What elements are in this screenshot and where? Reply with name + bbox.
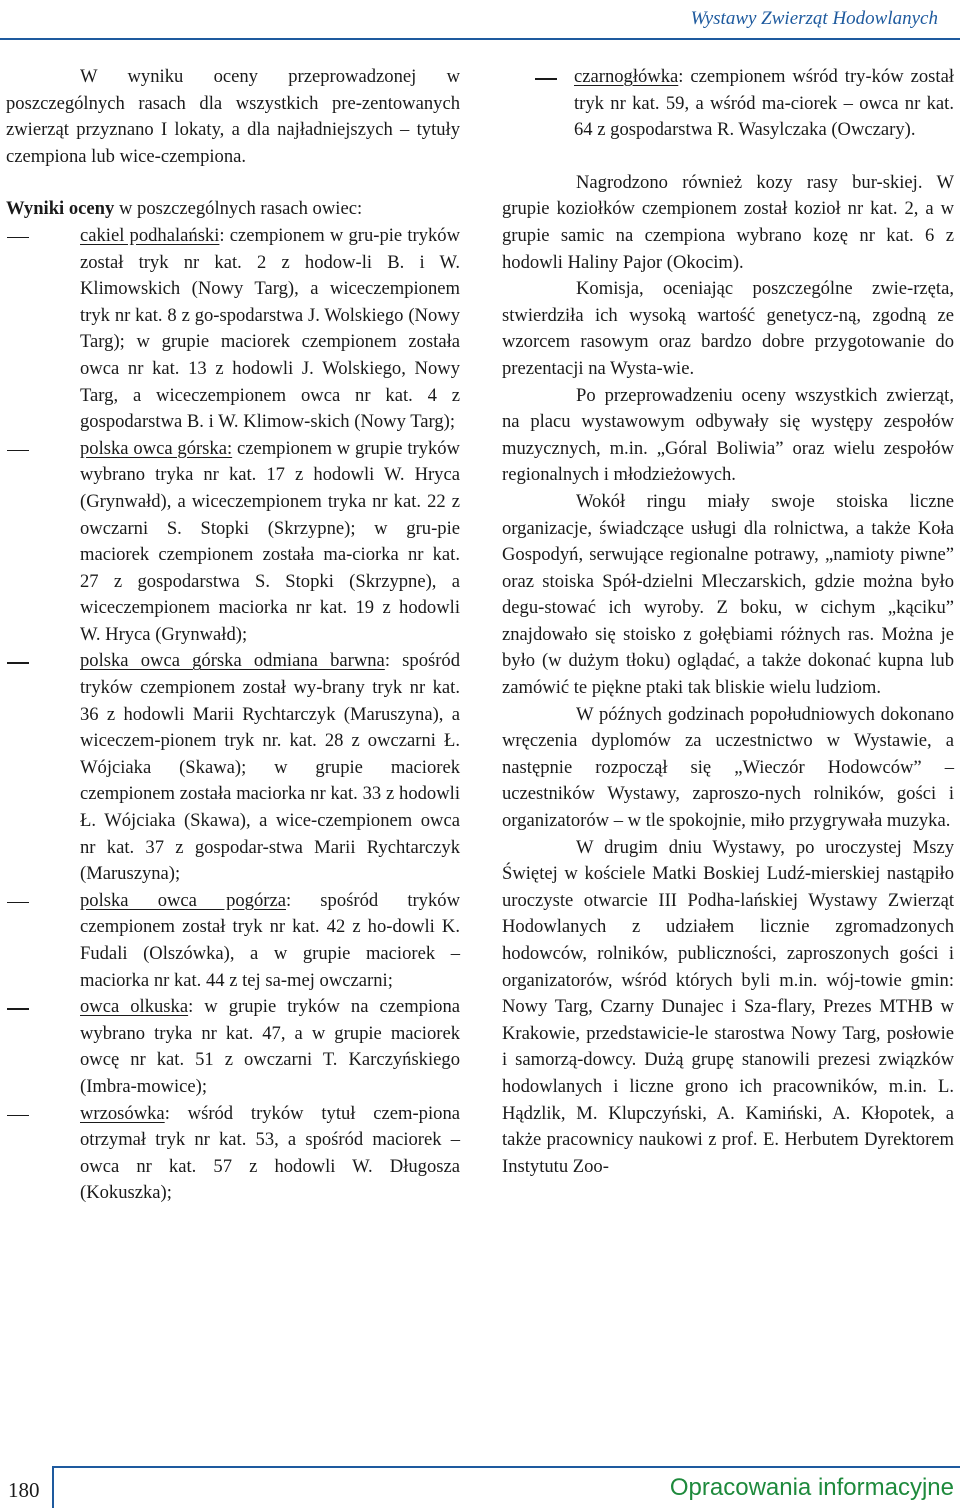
breed-text: czempionem w grupie tryków wybrano tryka nr kat. 17 z hodowli W. Hryca (Grynwałd), a wiceczempionem tryka nr kat. 22 z owczarni S. Stopki (Skrzypne); w gru-pie maciorek czempionem została ma-ciorka nr kat. 27 z gospodarstwa S. Stopki (Skrzypne), a wiceczempionem maciorka nr kat. 19 z hodowli W. Hryca (Grynwałd); [80, 437, 460, 645]
breed-name: polska owca górska odmiana barwna [80, 650, 385, 672]
breed-name: wrzosówka [80, 1102, 165, 1124]
right-column [502, 64, 954, 1180]
paragraph-second-day: W drugim dniu Wystawy, po uroczystej Mszy Świętej w kościele Matki Boskiej Ludź-mierskiej nastąpiło uroczyste otwarcie III Podha-lańskiej Wystawy Zwierząt Hodowlanych z udziałem licznie zgromadzonych hodowców, rolników, publiczności, zaproszonych gości i organizatorów, wśród których byli m.in. wój-towie gmin: Nowy Targ, Czarny Dunajec i Sza-flary, Prezes MTHB w Krakowie, przedstawicie-le starostwa Nowy Targ, posłowie i samorzą-dowcy. Dużą grupę stanowili prezesi związków hodowlanych i liczne grono ich pracowników, m.in. L. Hądzlik, M. Klupczyński, A. Kamiński, A. Kłopotek, a także pracownicy naukowi z prof. E. Herbutem Dyrektorem Instytutu Zoo- [502, 836, 954, 1177]
paragraph-stands: Wokół ringu miały swoje stoiska liczne organizacje, świadczące usługi dla rolnictwa, a także Koła Gospodyń, serwujące regionalne potrawy, „namioty piwne” oraz stoiska Spół-dzielni Mleczarskich, gdzie można było degu-stować ich wyroby. Z boku, w cichym „kąciku” znajdowało się stoisko z gołębiami różnych ras. Można je było (w dużym tłoku) oglądać, a także dokonać kupna lub zamówić te piękne ptaki tak bliskie wielu ludziom. [502, 490, 954, 699]
left-column [6, 64, 460, 1207]
breed-item-cakiel [6, 223, 460, 436]
breed-text: : czempionem wśród try-ków został tryk nr kat. 59, a wśród ma-ciorek – owca nr kat. 64 z gospodarstwa R. Wasylczaka (Owczary). [574, 66, 954, 141]
intro-paragraph: W wyniku oceny przeprowadzonej w poszczególnych rasach dla wszystkich pre-zentowanych zwierząt przyznano I lokaty, a dla najładniejszych – tytuły czempiona lub wice-czempiona. [6, 66, 460, 167]
page-number: 180 [8, 1478, 40, 1502]
breed-name: polska owca pogórza [80, 889, 286, 911]
breed-name: cakiel podhalański [80, 224, 220, 246]
breed-text: : czempionem w gru-pie tryków został tryk nr kat. 2 z hodow-li B. i W. Klimowskich (Nowy Targ), a wiceczempionem tryk nr kat. 8 z go-spodarstwa J. Wolskiego (Nowy Targ); w grupie maciorek czempionem została owca nr kat. 13 z hodowli J. Wolskiego, Nowy Targ, a wiceczempionem owca nr kat. 4 z gospodarstwa B. i W. Klimow-skich (Nowy Targ); [80, 224, 460, 433]
header-rule [0, 38, 960, 40]
breed-item-polska-owca-gorska [6, 436, 460, 649]
breed-name: polska owca górska: [80, 437, 233, 459]
paragraph-goats: Nagrodzono również kozy rasy bur-skiej. W grupie koziołków czempionem został kozioł nr kat. 2, a w grupie samic na czempiona wybrano kozę nr kat. 6 z hodowli Haliny Pajor (Okocim). [502, 171, 954, 273]
breed-text: : w grupie tryków na czempiona wybrano tryka nr kat. 47, a w grupie maciorek owcę nr kat. 51 z owczarni T. Karczyńskiego (Imbra-mowice); [80, 996, 460, 1097]
breed-text: : spośród tryków czempionem został wy-brany tryk nr kat. 36 z hodowli Marii Rychtarczyk (Maruszyna), a wiceczem-pionem tryk nr. kat. 28 z owczarni Ł. Wójciaka (Skawa); w grupie maciorek czempionem została maciorka nr kat. 33 z hodowli Ł. Wójciaka (Skawa), a wice-czempionem owca nr kat. 37 z gospodar-stwa Marii Rychtarczyk (Maruszyna); [80, 650, 461, 885]
paragraph-evening: W późnych godzinach popołudniowych dokonano wręczenia dyplomów za uczestnictwo w Wystawie, a następnie rozpoczął się „Wieczór Hodowców” – uczestników Wystawy, zaproszo-nych rolników, gości i organizatorów – w tle spokojnie, miło przygrywała muzyka. [502, 703, 954, 832]
breed-item-wrzosowka [6, 1101, 460, 1207]
footer-divider [52, 1466, 54, 1508]
breed-text: : wśród tryków tytuł czem-piona otrzymał tryk nr kat. 53, a spośród maciorek – owca nr kat. 57 z hodowli W. Długosza (Kokuszka); [80, 1102, 460, 1204]
breed-name: czarnogłówka [574, 66, 679, 87]
sheep-results-heading [6, 196, 460, 223]
breed-text: : spośród tryków czempionem został tryk nr kat. 42 z ho-dowli K. Fudali (Olszówka), a w grupie maciorek – maciorka nr kat. 44 z tej sa-mej owczarni; [80, 889, 460, 991]
breed-item-czarnoglowka [502, 64, 954, 144]
breed-item-owca-olkuska [6, 994, 460, 1100]
paragraph-performances: Po przeprowadzeniu oceny wszystkich zwierząt, na placu wystawowym odbywały się występy zespołów muzycznych, m.in. „Góral Boliwia” oraz wielu zespołów regionalnych i młodzieżowych. [502, 384, 954, 486]
running-header: Wystawy Zwierząt Hodowlanych [690, 8, 938, 29]
breed-item-owca-pogorza [6, 888, 460, 994]
breed-item-owca-gorska-barwna [6, 648, 460, 887]
footer-rule [52, 1466, 960, 1468]
sheep-results-heading-bold: Wyniki oceny [6, 198, 115, 220]
footer-section-title: Opracowania informacyjne [669, 1474, 954, 1501]
sheep-results-heading-rest: w poszczególnych rasach owiec: [114, 198, 363, 220]
paragraph-commission: Komisja, oceniając poszczególne zwie-rzęta, stwierdziła ich wysoką wartość genetycz-ną, zgodną ze wzorcem rasowym oraz bardzo dobre przygotowanie do prezentacji na Wysta-wie. [502, 278, 954, 379]
breed-name: owca olkuska [80, 996, 189, 1018]
